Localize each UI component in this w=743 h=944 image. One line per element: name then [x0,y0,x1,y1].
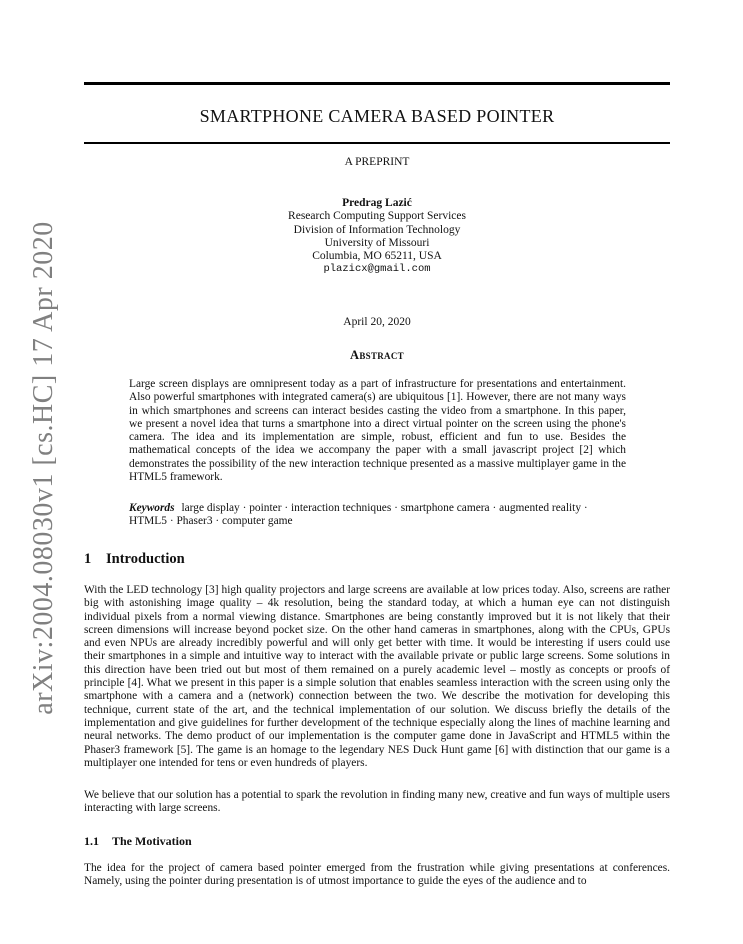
title-rule-bottom [84,142,670,144]
paper-date: April 20, 2020 [343,316,411,328]
subsection-number: 1.1 [84,834,99,848]
section-number: 1 [84,551,92,567]
title-rule-top [84,82,670,85]
abstract-heading: Abstract [350,348,404,362]
keywords-text: large display · pointer · interaction techniques · smartphone camera · augmented reality · HTML5 · Phaser3 · computer game [129,502,588,528]
affiliation-line: Columbia, MO 65211, USA [312,250,442,263]
author-name: Predrag Lazić [342,197,412,209]
intro-paragraph: We believe that our solution has a potential to spark the revolution in finding many new, creative and fun ways of multiple users interacting with large screens. [84,789,670,815]
affiliation-line: Research Computing Support Services [288,210,466,223]
author-block [84,197,670,277]
abstract-text: Large screen displays are omnipresent today as a part of infrastructure for presentations and entertainment. Also powerful smartphones with integrated camera(s) are ubiquitous [1]. However, there are not many ways in which smartphones and screens can interact besides casting the video from a smartphone. In this paper, we present a novel idea that turns a smartphone into a direct virtual pointer on the screen using the phone's camera. The idea and its implementation are simple, robust, efficient and fun to use. Besides the mathematical concepts of the idea we accompany the paper with a small javascript project [2] which demonstrates the possibility of the new interaction technique presented as a massive multiplayer game in the HTML5 framework. [129,378,626,484]
subsection-heading-motivation [84,834,192,849]
motivation-paragraph: The idea for the project of camera based pointer emerged from the frustration while giving presentations at conferences. Namely, using the pointer during presentation is of utmost importance to guide the eyes of the audience and to [84,862,670,888]
affiliation-line: University of Missouri [324,236,430,249]
subsection-title: The Motivation [112,834,192,848]
author-email[interactable]: plazicx@gmail.com [323,263,431,276]
affiliation-line: Division of Information Technology [293,223,461,236]
intro-paragraph: With the LED technology [3] high quality projectors and large screens are available at low prices today. Also, screens are rather big with astonishing image quality – 4k resolution, being the standard today, at which a human eye can not distinguish individual pixels from a normal viewing distance. Smartphones are being constantly improved but it is not likely that their screen dimensions will increase beyond pocket size. On the other hand cameras in smartphones, along with the CPUs, GPUs and even NPUs are already incredibly powerful and will only get better with time. It would be interesting if users could use their smartphones in a simple and intuitive way to interact with the available private or public large screens. Some solutions in this direction have been tried out but most of them remained on a purely academic level – mostly as concepts or proofs of principle [4]. What we present in this paper is a simple solution that enables seamless interaction with the screen using only the smartphone with a camera and a (network) connection between the two. We describe the motivation for developing this technique, current state of the art, and the technical implementation of our solution. We discuss briefly the details of the implementation and give guidelines for further development of the technique especially along the lines of machine learning and neural networks. The demo product of our implementation is the computer game done in JavaScript and HTML5 within the Phaser3 framework [5]. The game is an homage to the legendary NES Duck Hunt game [6] with distinction that our game is a multiplayer one intended for tens or even hundreds of players. [84,584,670,769]
arxiv-stamp: arXiv:2004.08030v1 [cs.HC] 17 Apr 2020 [28,221,59,715]
keywords [129,502,626,529]
preprint-label: A PREPRINT [344,156,410,168]
paper-title: SMARTPHONE CAMERA BASED POINTER [199,106,555,126]
keywords-label: Keywords [129,502,175,514]
section-title: Introduction [106,551,185,567]
section-heading-introduction [84,551,185,568]
